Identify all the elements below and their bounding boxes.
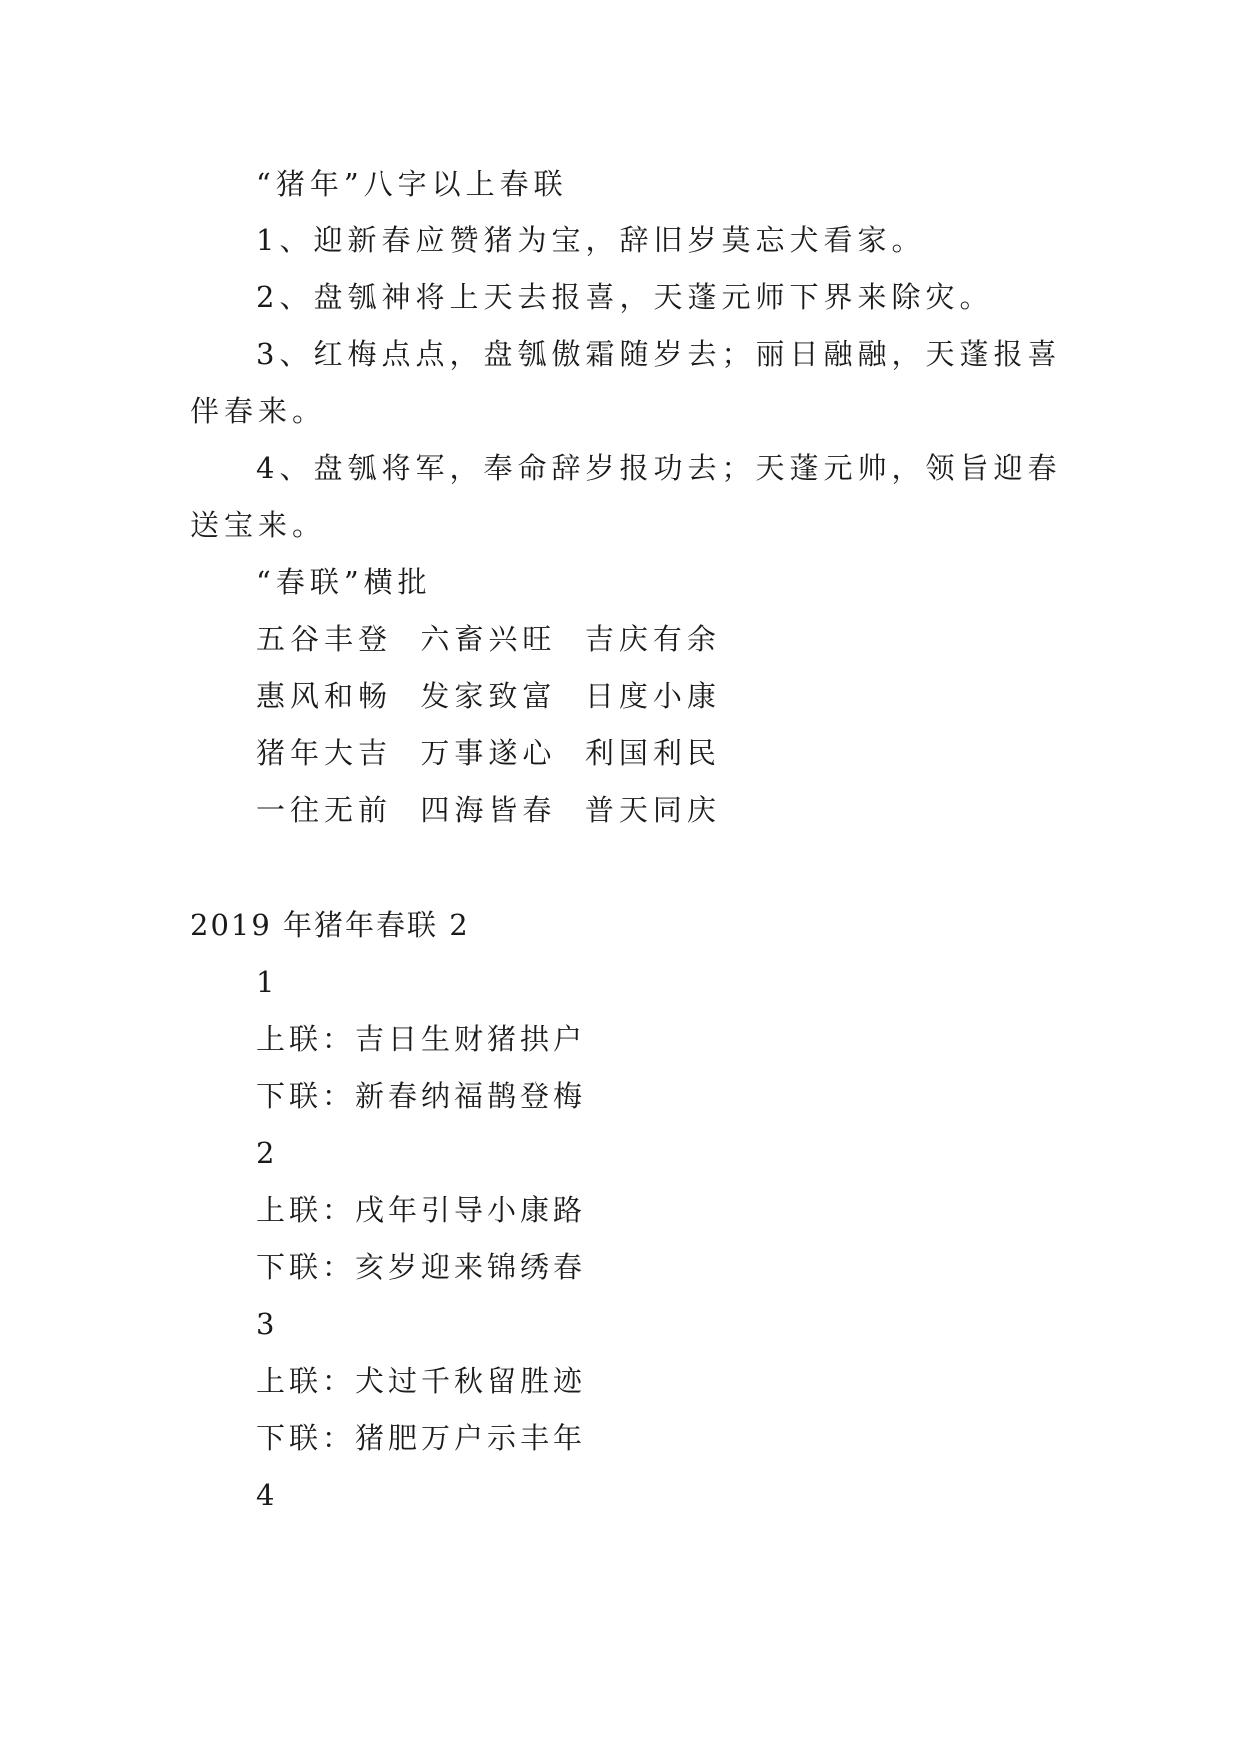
couplet-item-4-line-2: 送宝来。 — [190, 508, 327, 542]
section-heading-2019-couplets: 2019 年猪年春联 2 — [190, 908, 470, 942]
pair-number: 4 — [256, 1478, 280, 1512]
couplet-item-3-line-2: 伴春来。 — [190, 394, 327, 428]
horizontal-scroll-row: 猪年大吉 万事遂心 利国利民 — [256, 736, 721, 770]
couplet-item-3-line-1: 3、红梅点点，盘瓠傲霜随岁去；丽日融融，天蓬报喜 — [256, 337, 1062, 371]
horizontal-scroll-row: 一往无前 四海皆春 普天同庆 — [256, 793, 721, 827]
pair-number: 2 — [256, 1136, 280, 1170]
upper-couplet: 上联：犬过千秋留胜迹 — [256, 1364, 587, 1398]
section-heading-eight-char-couplets: “猪年”八字以上春联 — [256, 167, 568, 201]
section-heading-horizontal-scrolls: “春联”横批 — [256, 565, 432, 599]
couplet-item-1: 1、迎新春应赞猪为宝，辞旧岁莫忘犬看家。 — [256, 223, 926, 257]
horizontal-scroll-row: 五谷丰登 六畜兴旺 吉庆有余 — [256, 622, 721, 656]
upper-couplet: 上联：戌年引导小康路 — [256, 1193, 587, 1227]
lower-couplet: 下联：新春纳福鹊登梅 — [256, 1079, 587, 1113]
couplet-item-4-line-1: 4、盘瓠将军，奉命辞岁报功去；天蓬元帅，领旨迎春 — [256, 451, 1062, 485]
couplet-item-2: 2、盘瓠神将上天去报喜，天蓬元师下界来除灾。 — [256, 280, 994, 314]
horizontal-scroll-row: 惠风和畅 发家致富 日度小康 — [256, 679, 721, 713]
lower-couplet: 下联：亥岁迎来锦绣春 — [256, 1250, 587, 1284]
pair-number: 1 — [256, 965, 280, 999]
pair-number: 3 — [256, 1307, 280, 1341]
lower-couplet: 下联：猪肥万户示丰年 — [256, 1421, 587, 1455]
upper-couplet: 上联：吉日生财猪拱户 — [256, 1022, 587, 1056]
